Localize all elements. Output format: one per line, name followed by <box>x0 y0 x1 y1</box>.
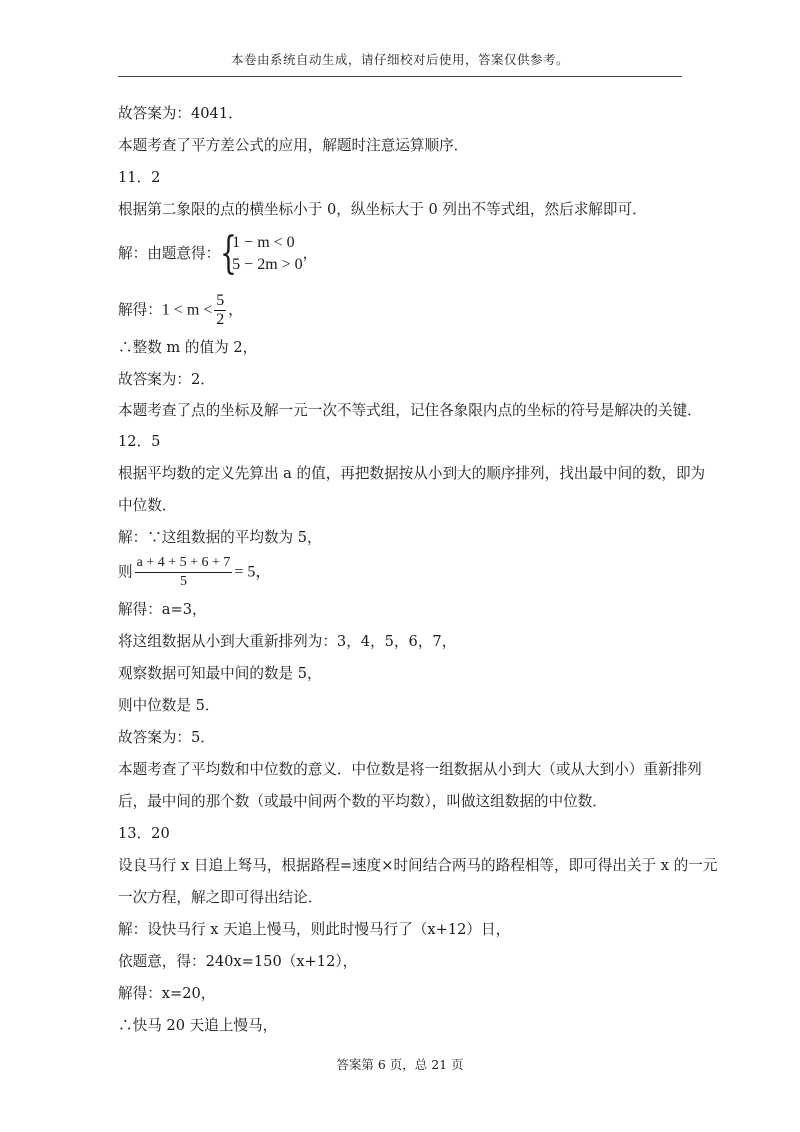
fraction-denominator: 2 <box>216 311 225 328</box>
sorted-data-line: 将这组数据从小到大重新排列为：3，4，5，6，7， <box>118 633 457 650</box>
solution-line: 解：∵这组数据的平均数为 5， <box>118 529 322 546</box>
conclusion-line: ∴整数 m 的值为 2， <box>118 339 258 356</box>
inequality-row-2: 5 − 2m > 0 <box>232 256 303 273</box>
median-line: 则中位数是 5． <box>118 697 220 714</box>
answer-line: 故答案为：5． <box>118 729 215 746</box>
analysis-line: 本题考查了平方差公式的应用，解题时注意运算顺序． <box>118 137 469 154</box>
inequality-expression: 1 < m < <box>161 301 213 319</box>
punctuation: ， <box>228 301 243 319</box>
equation-line: 依题意，得：240x=150（x+12）， <box>118 953 358 970</box>
fraction-denominator: 5 <box>180 574 187 589</box>
question-number-12: 12．5 <box>118 433 161 450</box>
solution-system-line <box>118 228 318 279</box>
analysis-line: 根据第二象限的点的横坐标小于 0，纵坐标大于 0 列出不等式组，然后求解即可． <box>118 201 647 218</box>
question-number-13: 13．20 <box>118 825 170 842</box>
analysis-line: 设良马行 x 日追上驽马，根据路程=速度×时间结合两马的路程相等，即可得出关于 x 的一元 <box>118 857 718 874</box>
brace-symbol: { <box>220 228 237 279</box>
question-number-11: 11．2 <box>118 169 161 186</box>
analysis-line: 根据平均数的定义先算出 a 的值，再把数据按从小到大的顺序排列，找出最中间的数，即为 <box>118 465 706 482</box>
analysis-line: 本题考查了平均数和中位数的意义．中位数是将一组数据从小到大（或从大到小）重新排列 <box>118 761 702 778</box>
page-footer: 答案第 6 页，总 21 页 <box>336 1057 464 1072</box>
analysis-line: 本题考查了点的坐标及解一元一次不等式组，记住各象限内点的坐标的符号是解决的关键． <box>118 402 702 419</box>
solution-result-line <box>118 292 243 329</box>
then-label: 则 <box>118 563 133 581</box>
answer-line: 故答案为：4041． <box>118 105 243 122</box>
mean-equation-line <box>118 554 271 591</box>
solution-line: 解：设快马行 x 天追上慢马，则此时慢马行了（x+12）日， <box>118 921 511 938</box>
inequality-system <box>220 228 303 279</box>
fraction <box>214 292 226 329</box>
mean-fraction <box>135 554 233 591</box>
inequality-row-1: 1 − m < 0 <box>232 234 295 251</box>
punctuation: ， <box>302 245 318 262</box>
conclusion-line: ∴快马 20 天追上慢马， <box>118 1017 278 1034</box>
analysis-line: 一次方程，解之即可得出结论． <box>118 889 323 906</box>
solution-label: 解：由题意得： <box>118 245 221 262</box>
fraction-numerator: a + 4 + 5 + 6 + 7 <box>135 554 233 573</box>
fraction-numerator: 5 <box>216 292 225 309</box>
analysis-line: 后，最中间的那个数（或最中间两个数的平均数），叫做这组数据的中位数． <box>118 793 607 810</box>
analysis-line: 中位数． <box>118 497 177 514</box>
equation-result: = 5， <box>234 563 272 581</box>
result-line: 解得：x=20， <box>118 985 216 1002</box>
header-rule <box>118 76 682 77</box>
result-label: 解得： <box>118 301 162 319</box>
result-line: 解得：a=3， <box>118 601 207 618</box>
page-header: 本卷由系统自动生成，请仔细校对后使用，答案仅供参考。 <box>230 52 569 67</box>
observation-line: 观察数据可知最中间的数是 5， <box>118 665 322 682</box>
answer-line: 故答案为：2． <box>118 371 215 388</box>
